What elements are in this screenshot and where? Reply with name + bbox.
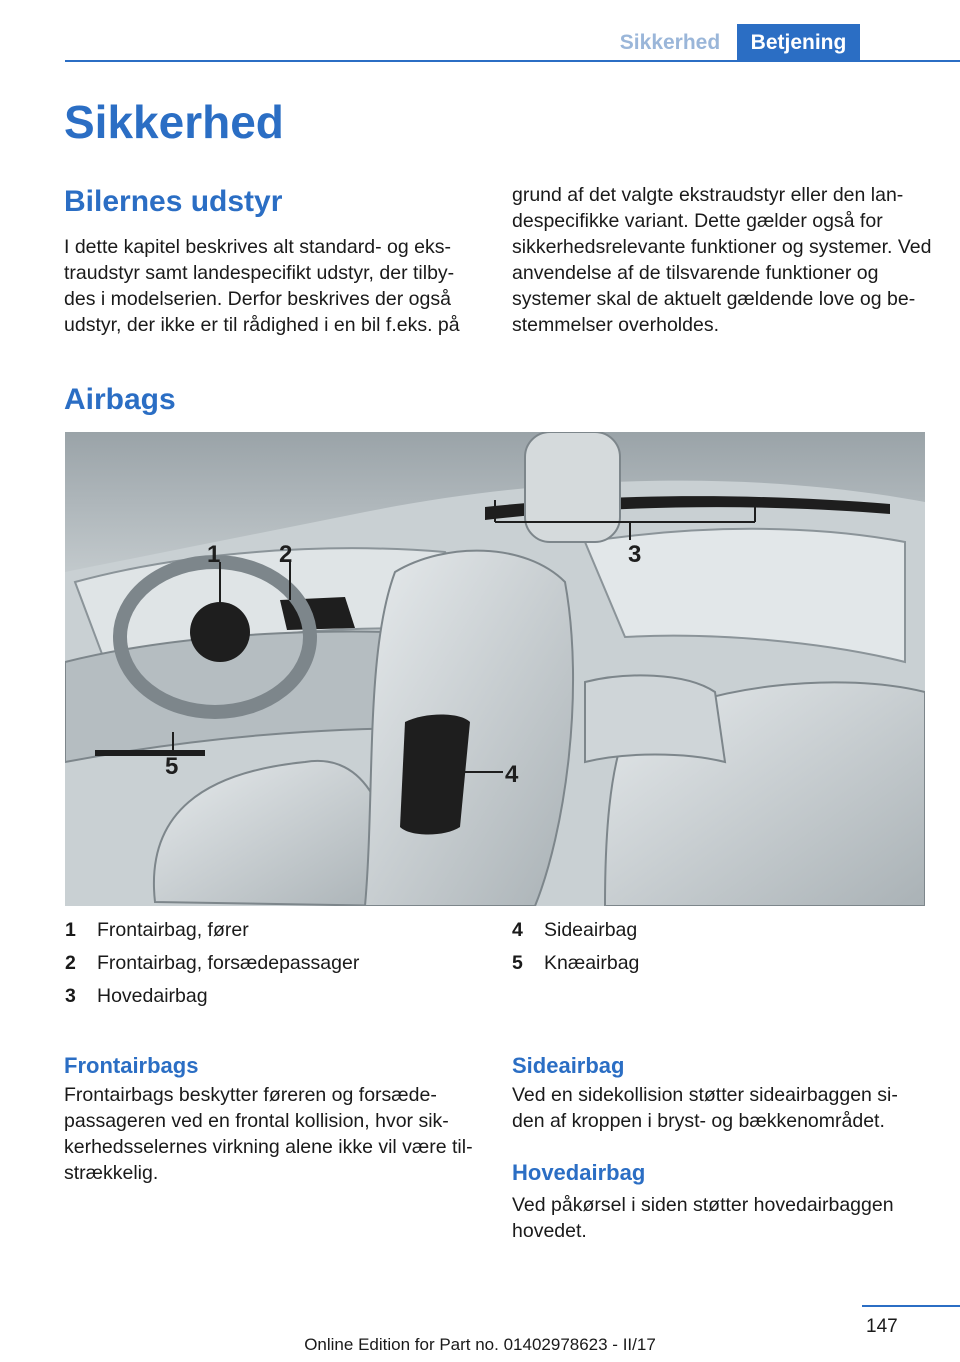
- legend-number: 4: [512, 919, 523, 941]
- intro-text-right: grund af det valgte ekstraudstyr eller den lan‐ despecifikke variant. Dette gælder også for sikkerhedsrelevante funktioner og systemer. Ved anvendelse af de tilsvarende funktioner og systemer skal de aktuelt gældende love og be‐ stemmelser overholdes.: [512, 184, 932, 336]
- legend-left: [65, 914, 359, 1013]
- legend-label: Hovedairbag: [97, 985, 208, 1007]
- heading-frontairbags: Frontairbags: [64, 1053, 199, 1078]
- legend-number: 3: [65, 985, 76, 1007]
- callout-5: 5: [165, 753, 179, 780]
- footer-rule: [862, 1305, 960, 1307]
- legend-number: 2: [65, 952, 76, 974]
- legend-item: [65, 914, 359, 947]
- sideairbag-text: Ved en sidekollision støtter sideairbaggen si‐ den af kroppen i bryst- og bækkenområdet.: [512, 1084, 898, 1132]
- heading-hovedairbag: Hovedairbag: [512, 1160, 646, 1185]
- header-tab-sikkerhed[interactable]: Sikkerhed: [619, 31, 721, 54]
- legend-item: [512, 914, 639, 947]
- callout-2: 2: [279, 541, 293, 568]
- legend-item: [65, 980, 359, 1013]
- callout-3: 3: [628, 541, 642, 568]
- legend-item: [512, 947, 639, 980]
- legend-label: Knæairbag: [544, 952, 640, 974]
- legend-item: [65, 947, 359, 980]
- heading-airbags: Airbags: [64, 383, 176, 416]
- page-title: Sikkerhed: [64, 96, 284, 148]
- callout-1: 1: [207, 541, 221, 568]
- frontairbags-text: Frontairbags beskytter føreren og forsæde‐ passageren ved en frontal kollision, hvor sik‐ kerhedsselernes virkning alene ikke vil være til‐ strækkelig.: [64, 1084, 473, 1184]
- page-number: 147: [866, 1316, 898, 1337]
- legend-number: 5: [512, 952, 523, 974]
- hovedairbag-text: Ved påkørsel i siden støtter hovedairbaggen hovedet.: [512, 1194, 894, 1242]
- legend-label: Sideairbag: [544, 919, 638, 941]
- legend-label: Frontairbag, forsædepassager: [97, 952, 360, 974]
- heading-bilernes-udstyr: Bilernes udstyr: [64, 185, 283, 218]
- legend-right: [512, 914, 639, 980]
- header-rule: [65, 60, 960, 62]
- header-tab-betjening[interactable]: Betjening: [737, 24, 860, 62]
- airbag-illustration: [65, 432, 925, 906]
- footer-edition: Online Edition for Part no. 01402978623 - II/17: [304, 1335, 656, 1354]
- legend-label: Frontairbag, fører: [97, 919, 249, 941]
- heading-sideairbag: Sideairbag: [512, 1053, 625, 1078]
- callout-4: 4: [505, 761, 519, 788]
- intro-text-left: I dette kapitel beskrives alt standard- og eks‐ traudstyr samt landespecifikt udstyr, der tilby‐ des i modelserien. Derfor beskrives der også udstyr, der ikke er til rådighed i en bil f.eks. på: [64, 236, 460, 336]
- legend-number: 1: [65, 919, 76, 941]
